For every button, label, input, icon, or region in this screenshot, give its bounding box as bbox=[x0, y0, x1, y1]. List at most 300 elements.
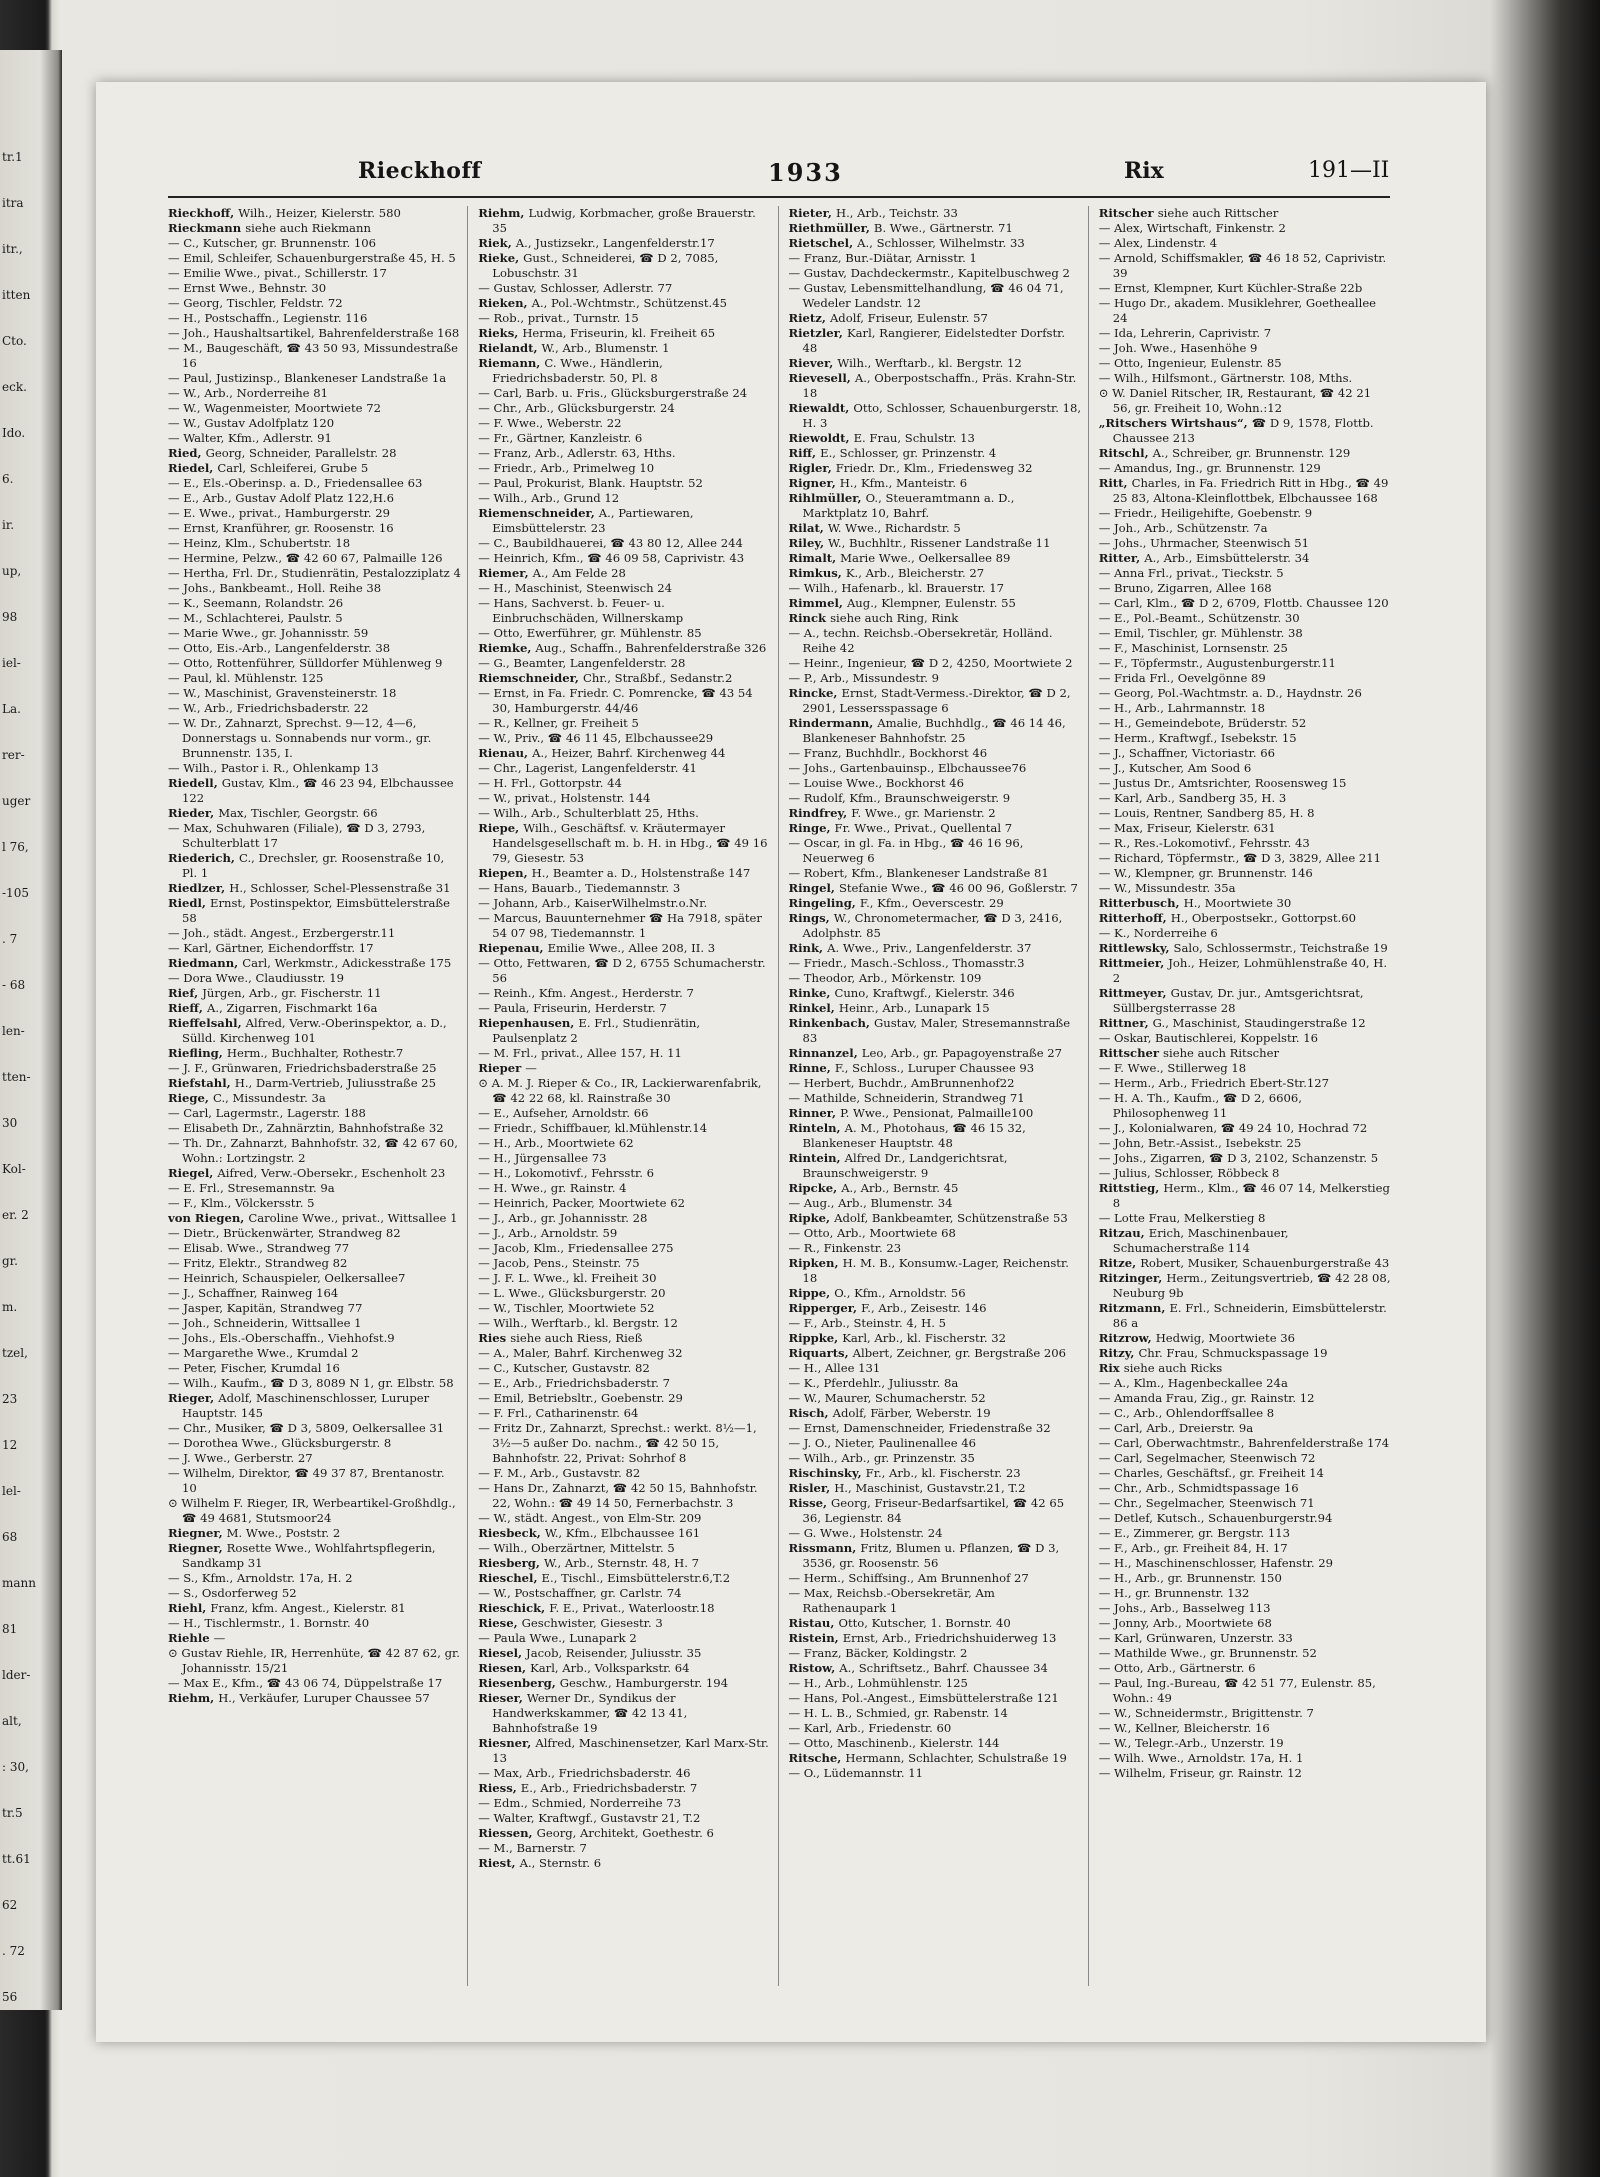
directory-entry bbox=[168, 251, 461, 266]
left-page-text-fragment: Kol- bbox=[2, 1162, 26, 1176]
directory-entry bbox=[168, 1541, 461, 1571]
directory-entry bbox=[789, 476, 1082, 491]
directory-entry bbox=[478, 1781, 771, 1796]
entry-text: W., Chronometermacher, ☎ D 3, 2416, Adolphstr. 85 bbox=[802, 911, 1063, 940]
entry-text: — Franz, Arb., Adlerstr. 63, Hths. bbox=[478, 446, 676, 460]
directory-entry bbox=[789, 1016, 1082, 1046]
entry-text: Herma, Friseurin, kl. Freiheit 65 bbox=[522, 326, 716, 340]
entry-text: Adolf, Maschinenschlosser, Luruper Hauptstr. 145 bbox=[182, 1391, 430, 1420]
entry-text: Gust., Schneiderei, ☎ D 2, 7085, Lobuschstr. 31 bbox=[492, 251, 719, 280]
entry-text: — C., Kutscher, gr. Brunnenstr. 106 bbox=[168, 236, 376, 250]
entry-text: — Dietr., Brückenwärter, Strandweg 82 bbox=[168, 1226, 401, 1240]
left-page-text-fragment: gr. bbox=[2, 1254, 18, 1268]
entry-text: — S., Kfm., Arnoldstr. 17a, H. 2 bbox=[168, 1571, 353, 1585]
directory-entry bbox=[168, 926, 461, 941]
directory-entry bbox=[1099, 1211, 1392, 1226]
entry-text: — Th. Dr., Zahnarzt, Bahnhofstr. 32, ☎ 42 67 60, Wohn.: Lortzingstr. 2 bbox=[168, 1136, 458, 1165]
entry-text: Geschw., Hamburgerstr. 194 bbox=[559, 1676, 729, 1690]
directory-entry bbox=[478, 1076, 771, 1106]
directory-entry bbox=[789, 1616, 1082, 1631]
directory-entry bbox=[1099, 746, 1392, 761]
entry-surname: Ripken, bbox=[788, 1256, 843, 1270]
directory-entry bbox=[478, 866, 771, 881]
directory-entry bbox=[1099, 806, 1392, 821]
entry-text: — G., Beamter, Langenfelderstr. 28 bbox=[478, 656, 686, 670]
entry-text: — Reinh., Kfm. Angest., Herderstr. 7 bbox=[478, 986, 694, 1000]
directory-entry bbox=[478, 1796, 771, 1811]
directory-entry bbox=[168, 1691, 461, 1706]
directory-entry bbox=[478, 1466, 771, 1481]
entry-text: Emilie Wwe., Allee 208, II. 3 bbox=[547, 941, 716, 955]
entry-text: Geschwister, Giesestr. 3 bbox=[521, 1616, 663, 1630]
entry-surname: Rippe, bbox=[788, 1286, 835, 1300]
entry-text: Friedr. Dr., Klm., Friedensweg 32 bbox=[835, 461, 1033, 475]
directory-entry bbox=[478, 566, 771, 581]
directory-entry bbox=[789, 956, 1082, 971]
directory-entry bbox=[789, 611, 1082, 626]
left-page-text-fragment: itten bbox=[2, 288, 31, 302]
entry-surname: Riesbeck, bbox=[478, 1526, 545, 1540]
directory-entry bbox=[1099, 1586, 1392, 1601]
directory-entry bbox=[478, 461, 771, 476]
entry-surname: Rieks, bbox=[478, 326, 523, 340]
left-page-text-fragment: lel- bbox=[2, 1484, 21, 1498]
entry-text: — Otto, Arb., Moortwiete 68 bbox=[788, 1226, 956, 1240]
entry-text: — Wilhelm, Direktor, ☎ 49 37 87, Brentanostr. 10 bbox=[168, 1466, 445, 1495]
entry-text: Georg, Schneider, Parallelstr. 28 bbox=[205, 446, 397, 460]
entry-text: — Walter, Kfm., Adlerstr. 91 bbox=[168, 431, 332, 445]
entry-text: — Fritz Dr., Zahnarzt, Sprechst.: werkt. 8½—1, 3½—5 außer Do. nachm., ☎ 42 50 15, Bahnhofstr. 22, Privat: Sohrhof 8 bbox=[478, 1421, 757, 1465]
directory-entry bbox=[1099, 1151, 1392, 1166]
entry-text: — Wilh., Arb., gr. Prinzenstr. 35 bbox=[788, 1451, 975, 1465]
entry-text: — Gustav, Schlosser, Adlerstr. 77 bbox=[478, 281, 673, 295]
entry-surname: Riemer, bbox=[478, 566, 533, 580]
entry-text: — Johs., Arb., Basselweg 113 bbox=[1098, 1601, 1271, 1615]
entry-text: — W., Tischler, Moortwiete 52 bbox=[478, 1301, 655, 1315]
entry-surname: Rinke, bbox=[788, 986, 835, 1000]
directory-entry bbox=[789, 791, 1082, 806]
left-page-text-fragment: : 30, bbox=[2, 1760, 29, 1774]
directory-entry bbox=[478, 1016, 771, 1046]
entry-text: W., Kfm., Elbchaussee 161 bbox=[544, 1526, 701, 1540]
entry-text: siehe auch Ricks bbox=[1123, 1361, 1223, 1375]
entry-text: — Anna Frl., privat., Tieckstr. 5 bbox=[1098, 566, 1284, 580]
entry-text: — Elisab. Wwe., Strandweg 77 bbox=[168, 1241, 350, 1255]
entry-text: — Jacob, Klm., Friedensallee 275 bbox=[478, 1241, 674, 1255]
entry-text: — Wilh., Pastor i. R., Ohlenkamp 13 bbox=[168, 761, 379, 775]
entry-surname: Rissmann, bbox=[788, 1541, 861, 1555]
entry-text: — Heinrich, Schauspieler, Oelkersallee7 bbox=[168, 1271, 406, 1285]
directory-entry bbox=[789, 1751, 1082, 1766]
entry-text: — Frida Frl., Oevelgönne 89 bbox=[1098, 671, 1266, 685]
entry-text: — H., Maschinenschlosser, Hafenstr. 29 bbox=[1098, 1556, 1334, 1570]
directory-entry bbox=[789, 806, 1082, 821]
directory-entry bbox=[1099, 1571, 1392, 1586]
entry-text: — Wilh., Oberzärtner, Mittelstr. 5 bbox=[478, 1541, 675, 1555]
entry-surname: Riese, bbox=[478, 1616, 522, 1630]
directory-entry bbox=[1099, 896, 1392, 911]
entry-text: — Johann, Arb., KaiserWilhelmstr.o.Nr. bbox=[478, 896, 708, 910]
entry-text: C. Wwe., Händlerin, Friedrichsbaderstr. 50, Pl. 8 bbox=[492, 356, 663, 385]
entry-text: — Johs., Gartenbauinsp., Elbchaussee76 bbox=[788, 761, 1027, 775]
directory-entry bbox=[789, 536, 1082, 551]
entry-text: — Emil, Tischler, gr. Mühlenstr. 38 bbox=[1098, 626, 1303, 640]
entry-text: — Bruno, Zigarren, Allee 168 bbox=[1098, 581, 1272, 595]
entry-text: — Heinr., Ingenieur, ☎ D 2, 4250, Moortwiete 2 bbox=[788, 656, 1073, 670]
directory-entry bbox=[789, 866, 1082, 881]
entry-text: B. Wwe., Gärtnerstr. 71 bbox=[873, 221, 1013, 235]
left-page-text-fragment: itr., bbox=[2, 242, 23, 256]
left-page-text-fragment: Ido. bbox=[2, 426, 26, 440]
directory-entry bbox=[789, 1001, 1082, 1016]
entry-text: — Joh., Schneiderin, Wittsallee 1 bbox=[168, 1316, 362, 1330]
entry-text: M. Wwe., Poststr. 2 bbox=[226, 1526, 341, 1540]
entry-text: A., Schreiber, gr. Brunnenstr. 129 bbox=[1152, 446, 1351, 460]
entry-text: — R., Res.-Lokomotivf., Fehrsstr. 43 bbox=[1098, 836, 1310, 850]
entry-text: — F., Arb., Steinstr. 4, H. 5 bbox=[788, 1316, 946, 1330]
directory-entry bbox=[478, 1316, 771, 1331]
entry-text: A., Justizsekr., Langenfelderstr.17 bbox=[515, 236, 715, 250]
entry-text: — F., Klm., Völckersstr. 5 bbox=[168, 1196, 315, 1210]
entry-text: ☎ D 9, 1578, Flottb. Chaussee 213 bbox=[1112, 416, 1374, 445]
directory-entry bbox=[478, 386, 771, 401]
entry-text: Ernst, Arb., Friedrichshuiderweg 13 bbox=[842, 1631, 1057, 1645]
directory-entry bbox=[789, 401, 1082, 431]
left-page-text-fragment: alt, bbox=[2, 1714, 22, 1728]
directory-entry bbox=[168, 1241, 461, 1256]
entry-text: — F., Maschinist, Lornsenstr. 25 bbox=[1098, 641, 1288, 655]
directory-entry bbox=[1099, 1736, 1392, 1751]
directory-entry bbox=[168, 806, 461, 821]
entry-surname: Riethmüller, bbox=[788, 221, 874, 235]
entry-text: — E., Zimmerer, gr. Bergstr. 113 bbox=[1098, 1526, 1290, 1540]
entry-surname: Ritzmann, bbox=[1098, 1301, 1170, 1315]
entry-text: — J., Schaffner, Victoriastr. 66 bbox=[1098, 746, 1276, 760]
directory-entry bbox=[478, 1421, 771, 1466]
directory-entry bbox=[478, 1286, 771, 1301]
entry-text: — Joh., Haushaltsartikel, Bahrenfelderstraße 168 bbox=[168, 326, 460, 340]
directory-entry bbox=[478, 776, 771, 791]
entry-text: — Otto, Eis.-Arb., Langenfelderstr. 38 bbox=[168, 641, 391, 655]
entry-text: — W., Maschinist, Gravensteinerstr. 18 bbox=[168, 686, 397, 700]
entry-text: — M., Barnerstr. 7 bbox=[478, 1841, 587, 1855]
entry-text: — bbox=[213, 1631, 226, 1645]
entry-text: — Alex, Lindenstr. 4 bbox=[1098, 236, 1218, 250]
entry-text: Aug., Schaffn., Bahrenfelderstraße 326 bbox=[535, 641, 767, 655]
entry-text: — W., Missundestr. 35a bbox=[1098, 881, 1236, 895]
directory-entry bbox=[478, 1841, 771, 1856]
entry-surname: Ritter, bbox=[1098, 551, 1145, 565]
directory-entry bbox=[168, 671, 461, 686]
entry-text: — Heinrich, Packer, Moortwiete 62 bbox=[478, 1196, 685, 1210]
entry-text: — Chr., Musiker, ☎ D 3, 5809, Oelkersallee 31 bbox=[168, 1421, 445, 1435]
directory-entry bbox=[168, 611, 461, 626]
entry-text: — H., Allee 131 bbox=[788, 1361, 881, 1375]
entry-surname: Rittlewsky, bbox=[1098, 941, 1174, 955]
entry-text: F. E., Privat., Waterloostr.18 bbox=[549, 1601, 715, 1615]
entry-text: Gustav, Dr. jur., Amtsgerichtsrat, Süllbergsterrasse 28 bbox=[1112, 986, 1364, 1015]
directory-entry bbox=[168, 761, 461, 776]
directory-entry bbox=[168, 461, 461, 476]
entry-text: — W., privat., Holstenstr. 144 bbox=[478, 791, 651, 805]
entry-text: — J. F. L. Wwe., kl. Freiheit 30 bbox=[478, 1271, 657, 1285]
directory-entry bbox=[1099, 1451, 1392, 1466]
directory-entry bbox=[1099, 1631, 1392, 1646]
entry-text: — Friedr., Masch.-Schloss., Thomasstr.3 bbox=[788, 956, 1025, 970]
entry-surname: Rinck bbox=[788, 611, 831, 625]
directory-entry bbox=[789, 1181, 1082, 1196]
directory-entry bbox=[478, 1151, 771, 1166]
directory-entry bbox=[168, 1586, 461, 1601]
directory-entry bbox=[1099, 1271, 1392, 1301]
entry-text: — Karl, Arb., Sandberg 35, H. 3 bbox=[1098, 791, 1287, 805]
entry-text: — Amanda Frau, Zig., gr. Rainstr. 12 bbox=[1098, 1391, 1315, 1405]
left-page-text-fragment: m. bbox=[2, 1300, 18, 1314]
directory-entry bbox=[1099, 626, 1392, 641]
entry-text: — Lotte Frau, Melkerstieg 8 bbox=[1098, 1211, 1266, 1225]
directory-entry bbox=[789, 551, 1082, 566]
directory-entry bbox=[1099, 686, 1392, 701]
directory-entry bbox=[789, 1076, 1082, 1091]
directory-entry bbox=[478, 1481, 771, 1511]
entry-text: — H., Postschaffn., Legienstr. 116 bbox=[168, 311, 368, 325]
directory-entry bbox=[1099, 1646, 1392, 1661]
entry-text: — F. Wwe., Weberstr. 22 bbox=[478, 416, 622, 430]
entry-text: — E. Wwe., privat., Hamburgerstr. 29 bbox=[168, 506, 390, 520]
entry-surname: Rieckhoff, bbox=[168, 206, 239, 220]
directory-entry bbox=[1099, 926, 1392, 941]
entry-text: — F. M., Arb., Gustavstr. 82 bbox=[478, 1466, 641, 1480]
entry-text: Adolf, Friseur, Eulenstr. 57 bbox=[829, 311, 988, 325]
directory-entry bbox=[789, 371, 1082, 401]
directory-entry bbox=[478, 446, 771, 461]
directory-entry bbox=[789, 251, 1082, 266]
entry-surname: Rinnanzel, bbox=[788, 1046, 862, 1060]
entry-text: — Marie Wwe., gr. Johannisstr. 59 bbox=[168, 626, 369, 640]
entry-surname: Riepen, bbox=[478, 866, 532, 880]
directory-entry bbox=[789, 716, 1082, 746]
entry-surname: Rittner, bbox=[1098, 1016, 1153, 1030]
entry-surname: Rietz, bbox=[788, 311, 830, 325]
entry-surname: Rittstieg, bbox=[1098, 1181, 1164, 1195]
entry-text: — J. O., Nieter, Paulinenallee 46 bbox=[788, 1436, 977, 1450]
entry-text: H., Oberpostsekr., Gottorpst.60 bbox=[1170, 911, 1356, 925]
entry-surname: Risch, bbox=[788, 1406, 833, 1420]
entry-text: Joh., Heizer, Lohmühlenstraße 40, H. 2 bbox=[1112, 956, 1388, 985]
entry-text: — Friedr., Schiffbauer, kl.Mühlenstr.14 bbox=[478, 1121, 708, 1135]
entry-text: — H., Arb., gr. Brunnenstr. 150 bbox=[1098, 1571, 1282, 1585]
entry-surname: Rielandt, bbox=[478, 341, 542, 355]
entry-surname: Rieke, bbox=[478, 251, 524, 265]
entry-surname: Rittscher bbox=[1098, 1046, 1164, 1060]
directory-entry bbox=[478, 1301, 771, 1316]
entry-text: — Carl, Oberwachtmstr., Bahrenfelderstraße 174 bbox=[1098, 1436, 1390, 1450]
entry-text: K., Arb., Bleicherstr. 27 bbox=[845, 566, 985, 580]
directory-entry bbox=[478, 326, 771, 341]
directory-entry bbox=[478, 1211, 771, 1226]
entry-text: Adolf, Färber, Weberstr. 19 bbox=[832, 1406, 991, 1420]
directory-entry bbox=[1099, 716, 1392, 731]
entry-text: F. Wwe., gr. Marienstr. 2 bbox=[851, 806, 996, 820]
entry-text: Rosette Wwe., Wohlfahrtspflegerin, Sandkamp 31 bbox=[182, 1541, 436, 1570]
directory-entry bbox=[478, 1811, 771, 1826]
left-page-text-fragment: La. bbox=[2, 702, 21, 716]
entry-text: — Johs., Zigarren, ☎ D 3, 2102, Schanzenstr. 5 bbox=[1098, 1151, 1379, 1165]
directory-entry bbox=[1099, 1091, 1392, 1121]
entry-text: — W., Arb., Norderreihe 81 bbox=[168, 386, 328, 400]
entry-text: — H., Maschinist, Steenwisch 24 bbox=[478, 581, 673, 595]
entry-text: — H., Jürgensallee 73 bbox=[478, 1151, 607, 1165]
entry-text: — Alex, Wirtschaft, Finkenstr. 2 bbox=[1098, 221, 1286, 235]
directory-entry bbox=[1099, 776, 1392, 791]
directory-entry bbox=[478, 1121, 771, 1136]
directory-entry bbox=[478, 1616, 771, 1631]
directory-entry bbox=[1099, 1676, 1392, 1706]
entry-text: — Robert, Kfm., Blankeneser Landstraße 81 bbox=[788, 866, 1049, 880]
directory-entry bbox=[478, 626, 771, 641]
entry-surname: Ritterbusch, bbox=[1098, 896, 1184, 910]
entry-text: — W., Schneidermstr., Brigittenstr. 7 bbox=[1098, 1706, 1314, 1720]
directory-entry bbox=[168, 296, 461, 311]
entry-text: — W., Kellner, Bleicherstr. 16 bbox=[1098, 1721, 1270, 1735]
directory-entry bbox=[789, 266, 1082, 281]
entry-text: — Rob., privat., Turnstr. 15 bbox=[478, 311, 639, 325]
entry-text: — Oscar, in gl. Fa. in Hbg., ☎ 46 16 96, Neuerweg 6 bbox=[788, 836, 1024, 865]
entry-surname: Riek, bbox=[478, 236, 516, 250]
entry-text: — Joh., städt. Angest., Erzbergerstr.11 bbox=[168, 926, 396, 940]
directory-entry bbox=[789, 1706, 1082, 1721]
entry-text: Albert, Zeichner, gr. Bergstraße 206 bbox=[852, 1346, 1067, 1360]
directory-entry bbox=[478, 986, 771, 1001]
directory-entry bbox=[478, 356, 771, 386]
entry-text: siehe auch Ritscher bbox=[1163, 1046, 1280, 1060]
entry-surname: Riewaldt, bbox=[788, 401, 854, 415]
directory-entry bbox=[168, 476, 461, 491]
directory-entry bbox=[789, 1211, 1082, 1226]
directory-entry bbox=[168, 491, 461, 506]
directory-entry bbox=[789, 1496, 1082, 1526]
entry-text: — C., Arb., Ohlendorffsallee 8 bbox=[1098, 1406, 1275, 1420]
entry-surname: Rings, bbox=[788, 911, 834, 925]
directory-entry bbox=[478, 596, 771, 626]
directory-entry bbox=[1099, 1751, 1392, 1766]
entry-text: Fr., Arb., kl. Fischerstr. 23 bbox=[865, 1466, 1021, 1480]
directory-entry bbox=[168, 236, 461, 251]
entry-text: — Herbert, Buchdr., AmBrunnenhof22 bbox=[788, 1076, 1015, 1090]
directory-entry bbox=[478, 1361, 771, 1376]
entry-text: — Wilh., Kaufm., ☎ D 3, 8089 N 1, gr. Elbstr. 58 bbox=[168, 1376, 454, 1390]
directory-entry bbox=[1099, 521, 1392, 536]
directory-entry bbox=[168, 1616, 461, 1631]
directory-entry bbox=[478, 1256, 771, 1271]
entry-surname: Rimalt, bbox=[788, 551, 841, 565]
entry-surname: Riley, bbox=[788, 536, 829, 550]
directory-entry bbox=[1099, 251, 1392, 281]
entry-text: — Herm., Schiffsing., Am Brunnenhof 27 bbox=[788, 1571, 1029, 1585]
directory-entry bbox=[789, 1361, 1082, 1376]
directory-entry bbox=[168, 1181, 461, 1196]
entry-text: — Jacob, Pens., Steinstr. 75 bbox=[478, 1256, 640, 1270]
entry-text: — W., Klempner, gr. Brunnenstr. 146 bbox=[1098, 866, 1313, 880]
entry-text: Gustav, Klm., ☎ 46 23 94, Elbchaussee 122 bbox=[182, 776, 454, 805]
entry-text: — E., Aufseher, Arnoldstr. 66 bbox=[478, 1106, 649, 1120]
directory-entry bbox=[1099, 1346, 1392, 1361]
entry-text: — Max, Friseur, Kielerstr. 631 bbox=[1098, 821, 1276, 835]
entry-text: — E., Arb., Gustav Adolf Platz 122,H.6 bbox=[168, 491, 394, 505]
directory-entry bbox=[478, 1571, 771, 1586]
directory-entry bbox=[478, 686, 771, 716]
entry-surname: Rieder, bbox=[168, 806, 219, 820]
entry-text: — H., Arb., Moortwiete 62 bbox=[478, 1136, 634, 1150]
entry-surname: Riemschneider, bbox=[478, 671, 583, 685]
entry-surname: Ripke, bbox=[788, 1211, 835, 1225]
directory-entry bbox=[789, 581, 1082, 596]
entry-surname: Riege, bbox=[168, 1091, 213, 1105]
entry-surname: Rinner, bbox=[788, 1106, 841, 1120]
directory-entry bbox=[789, 776, 1082, 791]
entry-text: — Carl, Arb., Dreierstr. 9a bbox=[1098, 1421, 1254, 1435]
entry-text: H., Beamter a. D., Holstenstraße 147 bbox=[531, 866, 751, 880]
directory-entry bbox=[789, 1331, 1082, 1346]
directory-entry bbox=[478, 956, 771, 986]
entry-surname: Rievesell, bbox=[788, 371, 855, 385]
entry-text: — E., Els.-Oberinsp. a. D., Friedensallee 63 bbox=[168, 476, 423, 490]
entry-text: — L. Wwe., Glücksburgerstr. 20 bbox=[478, 1286, 666, 1300]
directory-entry bbox=[789, 1661, 1082, 1676]
directory-entry bbox=[478, 1631, 771, 1646]
entry-text: E. Frl., Schneiderin, Eimsbüttelerstr. 86 a bbox=[1112, 1301, 1387, 1330]
directory-entry bbox=[168, 221, 461, 236]
entry-text: — Ernst, in Fa. Friedr. C. Pomrencke, ☎ 43 54 30, Hamburgerstr. 44/46 bbox=[478, 686, 753, 715]
entry-text: Otto, Kutscher, 1. Bornstr. 40 bbox=[838, 1616, 1011, 1630]
directory-entry bbox=[1099, 701, 1392, 716]
entry-text: Wilh., Werftarb., kl. Bergstr. 12 bbox=[837, 356, 1022, 370]
entry-text: Georg, Friseur-Bedarfsartikel, ☎ 42 65 36, Legienstr. 84 bbox=[802, 1496, 1065, 1525]
entry-text: — Gustav, Lebensmittelhandlung, ☎ 46 04 71, Wedeler Landstr. 12 bbox=[788, 281, 1064, 310]
entry-text: — Amandus, Ing., gr. Brunnenstr. 129 bbox=[1098, 461, 1321, 475]
directory-entry bbox=[1099, 1391, 1392, 1406]
directory-entry bbox=[1099, 581, 1392, 596]
entry-text: Georg, Architekt, Goethestr. 6 bbox=[536, 1826, 714, 1840]
entry-text: — Louis, Rentner, Sandberg 85, H. 8 bbox=[1098, 806, 1315, 820]
directory-entry bbox=[1099, 1256, 1392, 1271]
left-page-text-fragment: eck. bbox=[2, 380, 27, 394]
entry-text: — J., Arb., gr. Johannisstr. 28 bbox=[478, 1211, 648, 1225]
entry-surname: Rieken, bbox=[478, 296, 532, 310]
entry-text: siehe auch Riess, Rieß bbox=[510, 1331, 643, 1345]
directory-entry bbox=[168, 551, 461, 566]
entry-surname: Rintein, bbox=[788, 1151, 845, 1165]
entry-surname: Riedlzer, bbox=[168, 881, 230, 895]
entry-text: — Chr., Arb., Glücksburgerstr. 24 bbox=[478, 401, 675, 415]
left-page-text-fragment: 98 bbox=[2, 610, 18, 624]
entry-text: A., Partiewaren, Eimsbüttelerstr. 23 bbox=[492, 506, 694, 535]
directory-entry bbox=[1099, 206, 1392, 221]
left-page-text-fragment: lder- bbox=[2, 1668, 31, 1682]
directory-entry bbox=[1099, 341, 1392, 356]
directory-entry bbox=[478, 1766, 771, 1781]
entry-text: ⊙ Wilhelm F. Rieger, IR, Werbeartikel-Großhdlg., ☎ 49 4681, Stutsmoor24 bbox=[168, 1496, 456, 1525]
entry-surname: Riemann, bbox=[478, 356, 545, 370]
directory-entry bbox=[168, 1451, 461, 1466]
directory-entry bbox=[1099, 386, 1392, 416]
entry-surname: Riff, bbox=[788, 446, 821, 460]
entry-text: — M., Schlachterei, Paulstr. 5 bbox=[168, 611, 343, 625]
directory-entry bbox=[478, 1271, 771, 1286]
left-page-text-fragment: . 7 bbox=[2, 932, 18, 946]
entry-surname: Riehm, bbox=[478, 206, 529, 220]
directory-entry bbox=[478, 896, 771, 911]
